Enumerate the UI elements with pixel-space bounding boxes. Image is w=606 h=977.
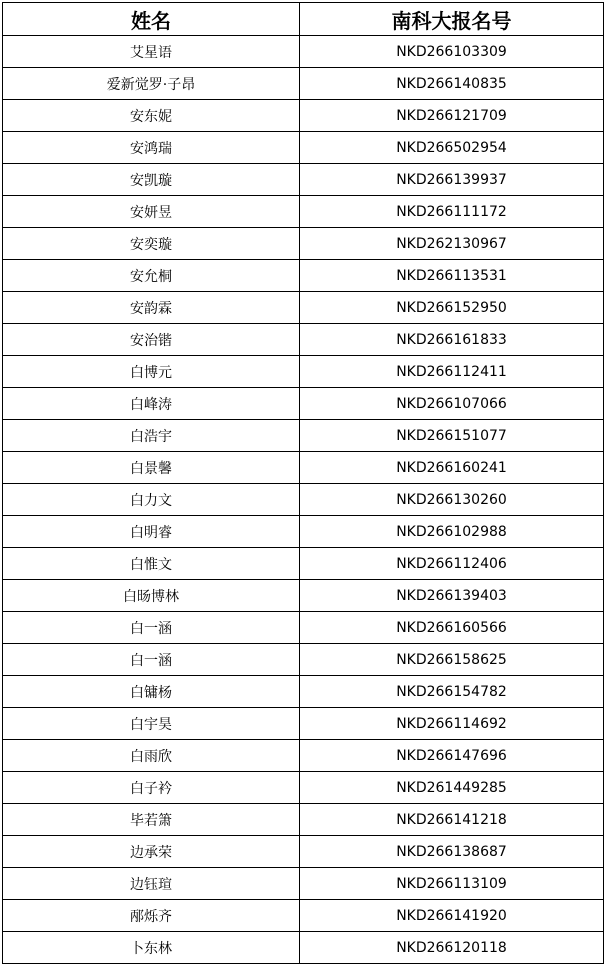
table-row — [3, 900, 604, 932]
exam-id-cell: NKD266161833 — [300, 324, 604, 356]
exam-id-cell: NKD266102988 — [300, 516, 604, 548]
exam-id-cell: NKD262130967 — [300, 228, 604, 260]
table-row — [3, 452, 604, 484]
student-name-cell: 邴烁齐 — [3, 900, 300, 932]
student-name-cell: 白惟文 — [3, 548, 300, 580]
exam-id-cell: NKD266139403 — [300, 580, 604, 612]
table-row — [3, 420, 604, 452]
exam-id-cell: NKD266112411 — [300, 356, 604, 388]
exam-id-cell: NKD266113109 — [300, 868, 604, 900]
student-name-cell: 白旸博林 — [3, 580, 300, 612]
exam-id-cell: NKD266140835 — [300, 68, 604, 100]
table-row — [3, 164, 604, 196]
exam-id-cell: NKD266141218 — [300, 804, 604, 836]
student-name-cell: 白景馨 — [3, 452, 300, 484]
table-row — [3, 804, 604, 836]
exam-id-cell: NKD266121709 — [300, 100, 604, 132]
table-row — [3, 292, 604, 324]
student-name-cell: 安妍昱 — [3, 196, 300, 228]
table-row — [3, 772, 604, 804]
exam-id-cell: NKD266103309 — [300, 36, 604, 68]
student-name-cell: 白力文 — [3, 484, 300, 516]
header-row — [3, 3, 604, 36]
student-name-cell: 边承荣 — [3, 836, 300, 868]
exam-id-cell: NKD266114692 — [300, 708, 604, 740]
student-name-cell: 安凯璇 — [3, 164, 300, 196]
table-row — [3, 484, 604, 516]
table-row — [3, 324, 604, 356]
table-row — [3, 740, 604, 772]
exam-id-cell: NKD266141920 — [300, 900, 604, 932]
table-row — [3, 868, 604, 900]
exam-id-cell: NKD266154782 — [300, 676, 604, 708]
student-name-cell: 安韵霖 — [3, 292, 300, 324]
exam-id-cell: NKD266160566 — [300, 612, 604, 644]
roster-table — [2, 2, 604, 964]
table-row — [3, 132, 604, 164]
student-name-cell: 白镛杨 — [3, 676, 300, 708]
table-row — [3, 644, 604, 676]
table-row — [3, 676, 604, 708]
table-row — [3, 612, 604, 644]
student-name-cell: 安奕璇 — [3, 228, 300, 260]
exam-id-cell: NKD266112406 — [300, 548, 604, 580]
student-name-cell: 卜东林 — [3, 932, 300, 964]
student-name-cell: 艾星语 — [3, 36, 300, 68]
student-name-cell: 白峰涛 — [3, 388, 300, 420]
student-name-cell: 安鸿瑞 — [3, 132, 300, 164]
table-body — [3, 36, 604, 964]
student-name-cell: 白一涵 — [3, 612, 300, 644]
table-row — [3, 580, 604, 612]
exam-id-cell: NKD266152950 — [300, 292, 604, 324]
table-row — [3, 36, 604, 68]
student-name-cell: 白明睿 — [3, 516, 300, 548]
student-name-cell: 白雨欣 — [3, 740, 300, 772]
exam-id-cell: NKD266107066 — [300, 388, 604, 420]
exam-id-cell: NKD266158625 — [300, 644, 604, 676]
table-row — [3, 196, 604, 228]
exam-id-cell: NKD266113531 — [300, 260, 604, 292]
table-row — [3, 356, 604, 388]
table-header — [3, 3, 604, 36]
student-name-cell: 毕若箫 — [3, 804, 300, 836]
exam-id-cell: NKD266502954 — [300, 132, 604, 164]
table-row — [3, 388, 604, 420]
name-column-header: 姓名 — [3, 3, 300, 36]
table-row — [3, 932, 604, 964]
exam-id-cell: NKD266160241 — [300, 452, 604, 484]
student-name-cell: 爱新觉罗·子昂 — [3, 68, 300, 100]
table-row — [3, 708, 604, 740]
table-row — [3, 548, 604, 580]
exam-id-cell: NKD266111172 — [300, 196, 604, 228]
table-row — [3, 228, 604, 260]
student-name-cell: 安东妮 — [3, 100, 300, 132]
student-name-cell: 安治锴 — [3, 324, 300, 356]
exam-id-cell: NKD266120118 — [300, 932, 604, 964]
exam-id-cell: NKD266138687 — [300, 836, 604, 868]
exam-id-column-header: 南科大报名号 — [300, 3, 604, 36]
table-row — [3, 260, 604, 292]
table-row — [3, 516, 604, 548]
student-name-cell: 白浩宇 — [3, 420, 300, 452]
student-name-cell: 边钰瑄 — [3, 868, 300, 900]
table-row — [3, 68, 604, 100]
exam-id-cell: NKD261449285 — [300, 772, 604, 804]
table-row — [3, 836, 604, 868]
student-name-cell: 白宇昊 — [3, 708, 300, 740]
exam-id-cell: NKD266139937 — [300, 164, 604, 196]
student-name-cell: 白一涵 — [3, 644, 300, 676]
student-name-cell: 白博元 — [3, 356, 300, 388]
student-name-cell: 白子衿 — [3, 772, 300, 804]
exam-id-cell: NKD266151077 — [300, 420, 604, 452]
student-name-cell: 安允桐 — [3, 260, 300, 292]
table-row — [3, 100, 604, 132]
exam-id-cell: NKD266147696 — [300, 740, 604, 772]
exam-id-cell: NKD266130260 — [300, 484, 604, 516]
